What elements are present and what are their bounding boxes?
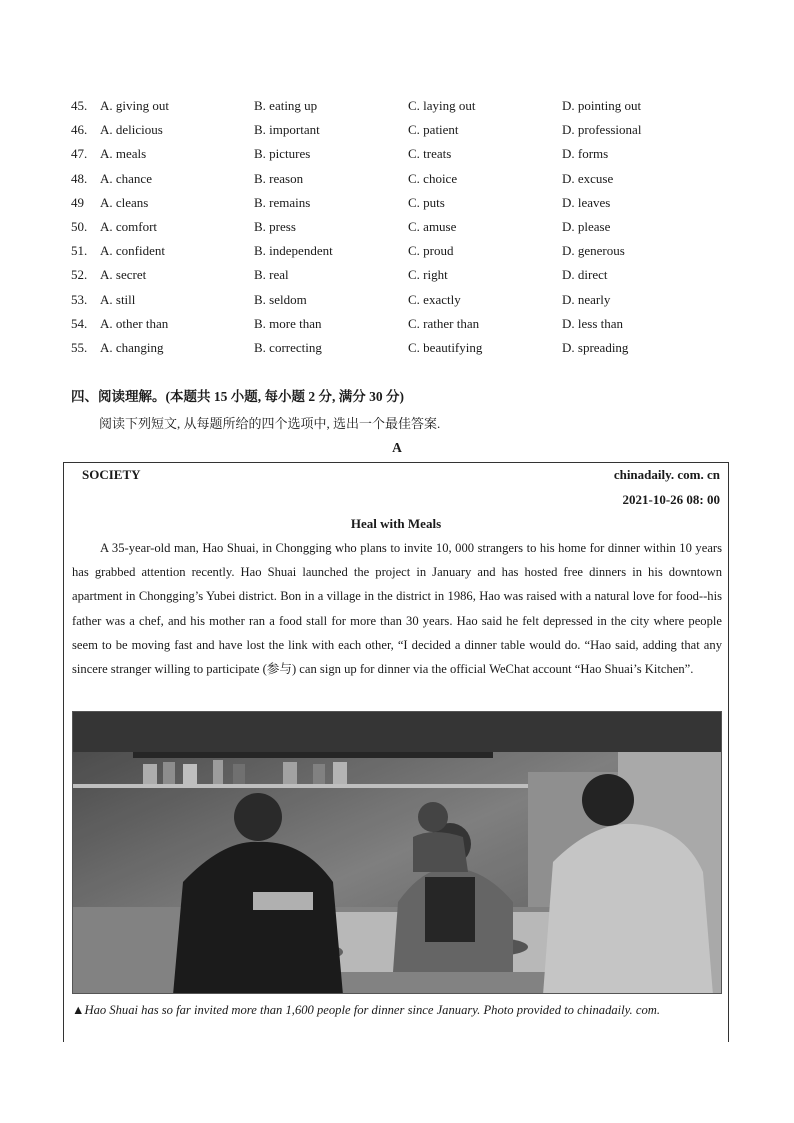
option-d: D. nearly — [562, 291, 611, 307]
option-row — [71, 312, 711, 336]
option-row — [71, 288, 711, 312]
article-body: A 35-year-old man, Hao Shuai, in Chongging who plans to invite 10, 000 strangers to his home for dinner within 10 years has grabbed attention recently. Hao Shuai launched the project in January and has hosted free dinners in his downtown apartment in Chongging’s Yubei district. Bon in a village in the district in 1986, Hao was raised with a natural love for food--his father was a chef, and his mother ran a food stall for more than 30 years. Hao said he felt depressed in the city where people seem to be moving fast and have lost the link with each other, “I decided a dinner table would do. “Hao said, adding that any sincere stranger willing to participate (参与) can sign up for dinner via the official WeChat account “Hao Shuai’s Kitchen”. — [72, 541, 722, 677]
option-a: A. secret — [100, 267, 147, 283]
option-b: B. independent — [254, 243, 333, 259]
question-number: 47. — [71, 146, 88, 162]
option-d: D. pointing out — [562, 98, 642, 114]
option-d: D. less than — [562, 315, 624, 331]
option-a: A. comfort — [100, 219, 158, 235]
option-c: C. proud — [408, 243, 454, 259]
question-number: 48. — [71, 170, 88, 186]
option-b: B. pictures — [254, 146, 311, 162]
article-date: 2021-10-26 08: 00 — [622, 492, 720, 507]
option-a: A. meals — [100, 146, 147, 162]
option-d: D. please — [562, 219, 611, 235]
option-a: A. cleans — [100, 194, 149, 210]
option-b: B. correcting — [254, 339, 322, 355]
caption-triangle-icon: ▲ — [72, 1003, 85, 1017]
option-b: B. eating up — [254, 98, 318, 114]
option-a: A. giving out — [100, 98, 169, 114]
article-box — [63, 462, 729, 1042]
article-photo — [72, 711, 722, 994]
question-number: 52. — [71, 267, 88, 283]
option-d: D. spreading — [562, 339, 629, 355]
option-b: B. seldom — [254, 291, 307, 307]
photo-caption — [72, 1003, 722, 1018]
section-instructions: 阅读下列短文, 从每题所给的四个选项中, 选出一个最佳答案. — [99, 416, 441, 431]
option-b: B. important — [254, 122, 320, 138]
option-c: C. laying out — [408, 98, 476, 114]
option-row — [71, 263, 711, 287]
question-number: 46. — [71, 122, 88, 138]
question-number: 50. — [71, 219, 88, 235]
option-a: A. other than — [100, 315, 169, 331]
question-number: 45. — [71, 98, 88, 114]
article-title: Heal with Meals — [350, 516, 442, 531]
option-c: C. treats — [408, 146, 452, 162]
option-b: B. press — [254, 219, 296, 235]
option-c: C. rather than — [408, 315, 480, 331]
option-c: C. puts — [408, 194, 445, 210]
option-b: B. reason — [254, 170, 304, 186]
option-row — [71, 239, 711, 263]
option-b: B. more than — [254, 315, 322, 331]
option-c: C. choice — [408, 170, 458, 186]
question-number: 53. — [71, 291, 88, 307]
option-c: C. exactly — [408, 291, 461, 307]
option-a: A. delicious — [100, 122, 163, 138]
option-row — [71, 215, 711, 239]
option-d: D. forms — [562, 146, 609, 162]
question-number: 49 — [71, 194, 84, 210]
option-a: A. still — [100, 291, 136, 307]
option-d: D. professional — [562, 122, 642, 138]
option-a: A. changing — [100, 339, 164, 355]
option-c: C. patient — [408, 122, 459, 138]
option-b: B. remains — [254, 194, 311, 210]
option-d: D. leaves — [562, 194, 611, 210]
question-number: 55. — [71, 339, 88, 355]
passage-letter: A — [392, 440, 402, 455]
option-a: A. confident — [100, 243, 165, 259]
question-number: 51. — [71, 243, 88, 259]
article-source: chinadaily. com. cn — [613, 467, 720, 482]
option-d: D. generous — [562, 243, 625, 259]
option-row — [71, 336, 711, 360]
option-c: C. right — [408, 267, 448, 283]
option-c: C. amuse — [408, 219, 457, 235]
answer-options-table — [71, 94, 711, 360]
article-section-label: SOCIETY — [82, 467, 141, 482]
option-row — [71, 118, 711, 142]
option-d: D. excuse — [562, 170, 614, 186]
option-row — [71, 142, 711, 166]
caption-text: Hao Shuai has so far invited more than 1,600 people for dinner since January. Photo provided to chinadaily. com. — [84, 1003, 660, 1017]
option-row — [71, 191, 711, 215]
kitchen-photo-image — [73, 712, 722, 994]
option-d: D. direct — [562, 267, 608, 283]
option-row — [71, 167, 711, 191]
option-c: C. beautifying — [408, 339, 483, 355]
question-number: 54. — [71, 315, 88, 331]
option-row — [71, 94, 711, 118]
section-heading: 四、阅读理解。(本题共 15 小题, 每小题 2 分, 满分 30 分) — [71, 389, 404, 404]
option-a: A. chance — [100, 170, 152, 186]
option-b: B. real — [254, 267, 289, 283]
